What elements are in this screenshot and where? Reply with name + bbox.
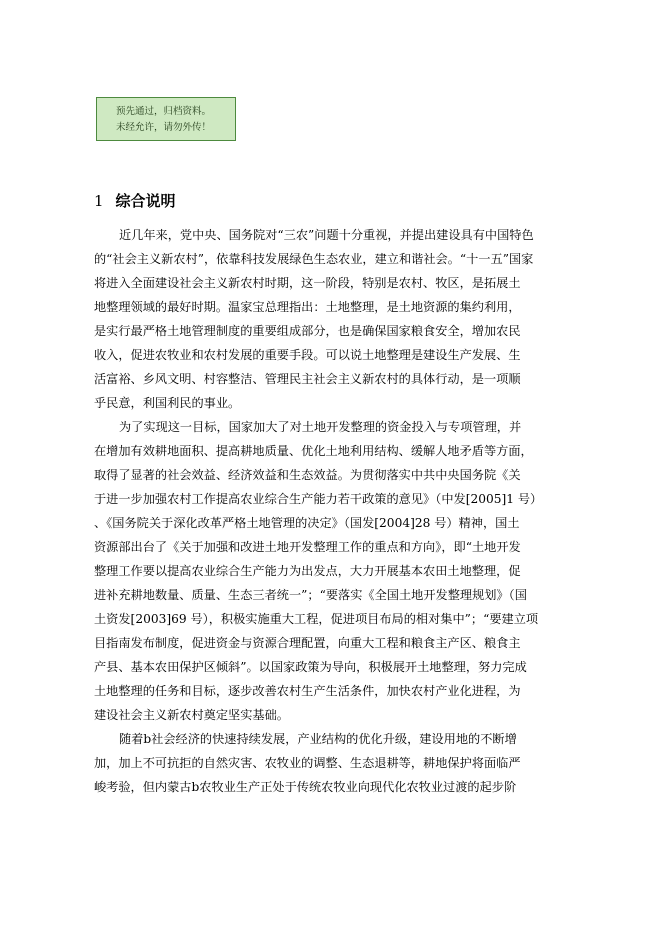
paragraph-line: 近几年来，党中央、国务院对“三农”问题十分重视，并提出建设具有中国特色: [119, 228, 534, 242]
paragraph-line: 于进一步加强农村工作提高农业综合生产能力若干政策的意见》（中发[2005]1 号）: [94, 492, 543, 506]
paragraph-line: 进补充耕地数量、质量、生态三者统一”；“要落实《全国土地开发整理规划》（国: [94, 588, 527, 602]
paragraph-line: 建设社会主义新农村奠定坚实基础。: [94, 708, 289, 722]
paragraph-line: 的“社会主义新农村”，依靠科技发展绿色生态农业，建立和谐社会。“十一五”国家: [94, 252, 534, 266]
section-title: 综合说明: [115, 192, 176, 210]
paragraph-line: 乎民意，利国利民的事业。: [94, 396, 241, 410]
paragraph-line: 土地整理的任务和目标，逐步改善农村生产生活条件，加快农村产业化进程，为: [94, 684, 521, 698]
paragraph-line: 、《国务院关于深化改革严格土地管理的决定》（国发[2004]28 号）精神，国土: [94, 516, 520, 530]
paragraph-line: 产县、基本农田保护区倾斜”。以国家政策为导向，积极展开土地整理，努力完成: [94, 660, 527, 674]
paragraph-line: 活富裕、乡风文明、村容整洁、管理民主社会主义新农村的具体行动，是一项顺: [94, 372, 521, 386]
paragraph-line: 在增加有效耕地面积、提高耕地质量、优化土地利用结构、缓解人地矛盾等方面，: [94, 444, 533, 458]
paragraph-line: 峻考验，但内蒙古b农牧业生产正处于传统农牧业向现代化农牧业过渡的起步阶: [94, 780, 517, 794]
paragraph-line: 为了实现这一目标，国家加大了对土地开发整理的资金投入与专项管理，并: [119, 420, 522, 434]
paragraph-line: 收入，促进农牧业和农村发展的重要手段。可以说土地整理是建设生产发展、生: [94, 348, 521, 362]
notice-line: 预先通过，归档资料。: [116, 106, 212, 117]
section-number: 1: [94, 192, 104, 210]
paragraph-line: 加，加上不可抗拒的自然灾害、农牧业的调整、生态退耕等，耕地保护将面临严: [94, 756, 521, 770]
notice-box: [96, 97, 236, 141]
paragraph-line: 土资发[2003]69 号），积极实施重大工程，促进项目布局的相对集中”；“要建立项: [94, 612, 539, 626]
section-heading: [94, 190, 176, 212]
paragraph-line: 整理工作要以提高农业综合生产能力为出发点，大力开展基本农田土地整理，促: [94, 564, 521, 578]
paragraph-line: 取得了显著的社会效益、经济效益和生态效益。为贯彻落实中共中央国务院《关: [94, 468, 521, 482]
paragraph-line: 目指南发布制度，促进资金与资源合理配置，向重大工程和粮食主产区、粮食主: [94, 636, 521, 650]
paragraph-line: 将进入全面建设社会主义新农村时期，这一阶段，特别是农村、牧区，是拓展土: [94, 276, 521, 290]
body-text: [94, 223, 584, 799]
notice-line: 未经允许，请勿外传！: [116, 122, 212, 133]
paragraph-line: 资源部出台了《关于加强和改进土地开发整理工作的重点和方向》，即“土地开发: [94, 540, 521, 554]
paragraph-line: 随着b社会经济的快速持续发展，产业结构的优化升级，建设用地的不断增: [119, 732, 517, 746]
paragraph-line: 是实行最严格土地管理制度的重要组成部分，也是确保国家粮食安全，增加农民: [94, 324, 521, 338]
paragraph-line: 地整理领域的最好时期。温家宝总理指出：土地整理，是土地资源的集约利用，: [94, 300, 521, 314]
